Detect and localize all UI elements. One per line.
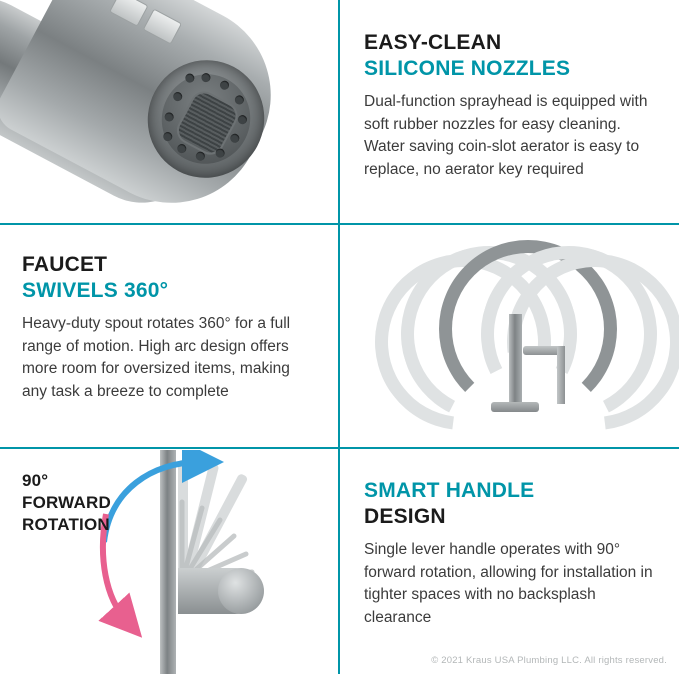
swivel-faucet-base bbox=[491, 402, 539, 412]
swivel-heading bbox=[22, 252, 312, 304]
copyright-footer: © 2021 Kraus USA Plumbing LLC. All rights reserved. bbox=[431, 655, 667, 666]
rotation-label-block bbox=[22, 470, 152, 536]
silicone-nozzle bbox=[200, 72, 212, 84]
silicone-nozzle bbox=[163, 111, 175, 123]
divider-vertical-bottom bbox=[338, 449, 340, 674]
silicone-nozzle bbox=[229, 132, 241, 144]
spray-mode-button-1 bbox=[109, 0, 149, 27]
rotation-label-line1: 90° bbox=[22, 471, 49, 490]
easy-clean-heading bbox=[364, 30, 656, 82]
silicone-nozzle bbox=[184, 72, 196, 84]
silicone-nozzle bbox=[218, 79, 230, 91]
rotation-label-line3: ROTATION bbox=[22, 515, 110, 534]
smart-handle-heading-line2: DESIGN bbox=[364, 505, 446, 528]
rotation-label bbox=[22, 470, 152, 536]
swivel-illustration bbox=[341, 226, 679, 446]
sprayhead-face bbox=[146, 59, 266, 180]
swivel-faucet-handle-stem bbox=[557, 346, 565, 404]
silicone-nozzle bbox=[172, 91, 184, 103]
easy-clean-heading-line2: SILICONE NOZZLES bbox=[364, 57, 571, 80]
divider-vertical-top bbox=[338, 0, 340, 223]
smart-handle-heading bbox=[364, 478, 656, 530]
divider-vertical-middle bbox=[338, 225, 340, 447]
rotation-label-line2: FORWARD bbox=[22, 493, 111, 512]
silicone-nozzle bbox=[176, 143, 188, 155]
swivel-heading-line1: FAUCET bbox=[22, 253, 108, 276]
silicone-nozzle bbox=[162, 131, 174, 143]
silicone-nozzle bbox=[233, 94, 245, 106]
swivel-heading-line2: SWIVELS 360° bbox=[22, 279, 169, 302]
swivel-body: Heavy-duty spout rotates 360° for a full range of motion. High arc design offers more room for oversized items, making any task a breeze to complete bbox=[22, 315, 291, 400]
smart-handle-heading-line1: SMART HANDLE bbox=[364, 479, 535, 502]
easy-clean-text-block bbox=[364, 30, 656, 181]
sprayhead-photo bbox=[0, 0, 338, 222]
swivel-text-block bbox=[22, 252, 312, 403]
smart-handle-text-block bbox=[364, 478, 656, 629]
silicone-nozzle bbox=[236, 114, 248, 126]
easy-clean-body: Dual-function sprayhead is equipped with soft rubber nozzles for easy cleaning. Water saving coin-slot aerator is easy to replace, no aerator key required bbox=[364, 93, 648, 178]
swivel-faucet-column bbox=[509, 314, 522, 406]
easy-clean-heading-line1: EASY-CLEAN bbox=[364, 31, 502, 54]
smart-handle-body: Single lever handle operates with 90° forward rotation, allowing for installation in tighter spaces with no backsplash clearance bbox=[364, 541, 653, 626]
